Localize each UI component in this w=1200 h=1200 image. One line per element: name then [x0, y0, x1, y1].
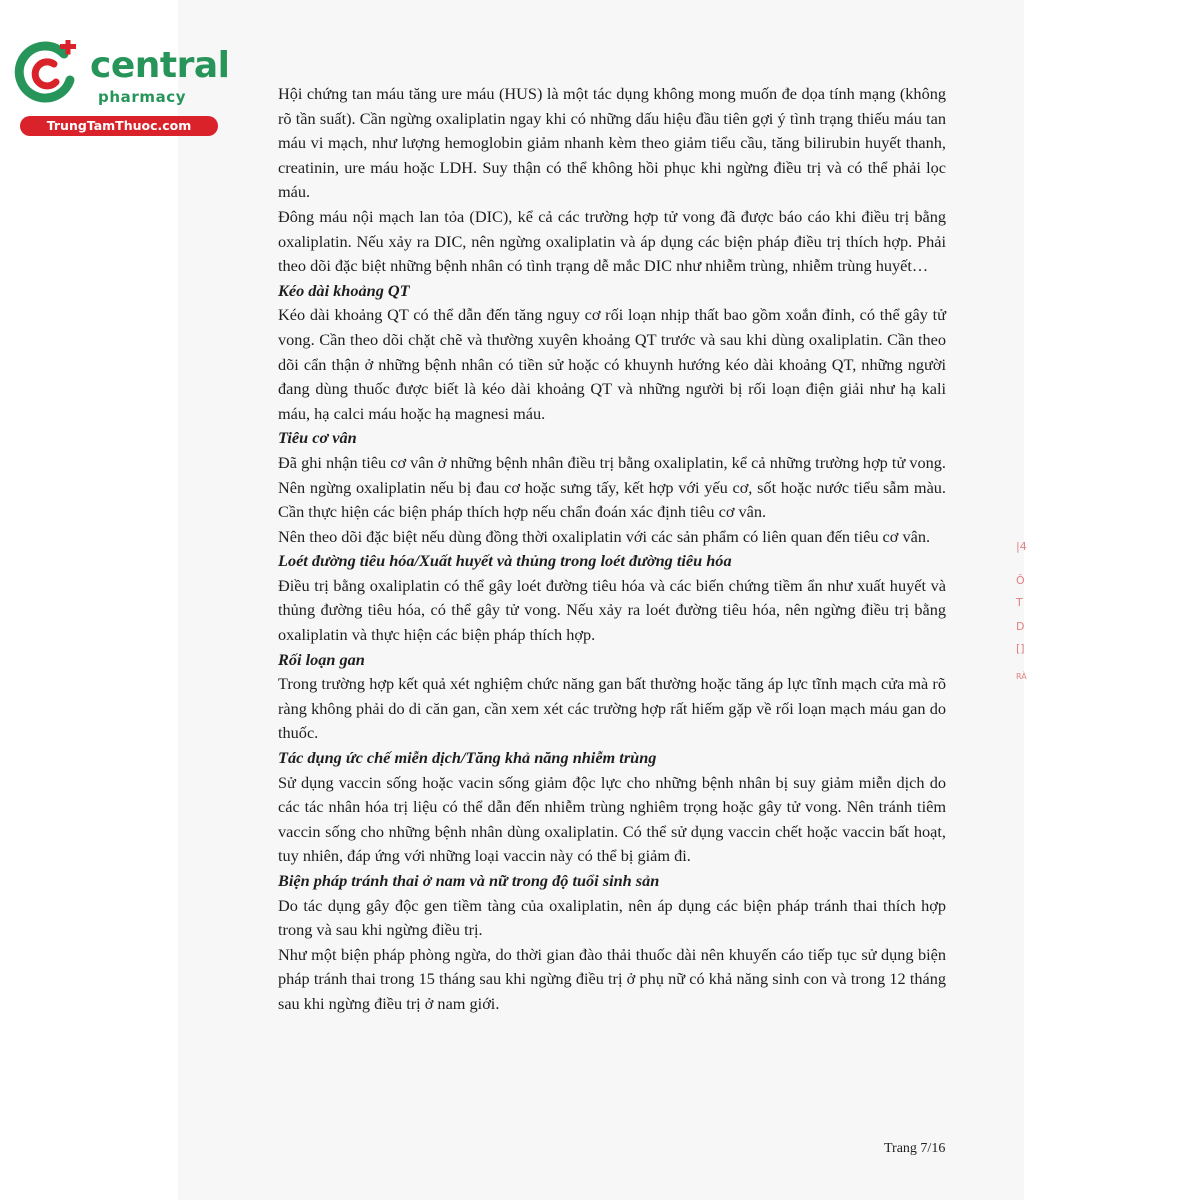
paragraph-dic: Đông máu nội mạch lan tỏa (DIC), kể cả các trường hợp tử vong đã được báo cáo khi điều trị bằng oxaliplatin. Nếu xảy ra DIC, nên ngừng oxaliplatin và áp dụng các biện pháp điều trị thích hợp. Phải theo dõi đặc biệt những bệnh nhân có tình trạng dễ mắc DIC như nhiễm trùng, nhiễm trùng huyết…: [278, 206, 946, 276]
heading-rhabdomyolysis: Tiêu cơ vân: [278, 428, 357, 448]
paragraph-immunosuppression: Sử dụng vaccin sống hoặc vacin sống giảm độc lực cho những bệnh nhân bị suy giảm miễn dịch do các tác nhân hóa trị liệu có thể dẫn đến nhiễm trùng nghiêm trọng hoặc gây tử vong. Nên tránh tiêm vaccin sống cho những bệnh nhân dùng oxaliplatin. Có thể sử dụng vaccin chết hoặc vaccin bất hoạt, tuy nhiên, đáp ứng với những loại vaccin này có thể bị giảm đi.: [278, 772, 946, 866]
paragraph-rhabdomyolysis-monitor: Nên theo dõi đặc biệt nếu dùng đồng thời oxaliplatin với các sản phẩm có liên quan đến tiêu cơ vân.: [278, 526, 931, 546]
pharmacy-cross-icon: [12, 40, 80, 108]
heading-immunosuppression: Tác dụng ức chế miễn dịch/Tăng khả năng nhiễm trùng: [278, 748, 657, 768]
paragraph-qt: Kéo dài khoảng QT có thể dẫn đến tăng nguy cơ rối loạn nhịp thất bao gồm xoắn đỉnh, có thể gây tử vong. Cần theo dõi chặt chẽ và thường xuyên khoảng QT trước và sau khi dùng oxaliplatin. Cần theo dõi cẩn thận ở những bệnh nhân có tiền sử hoặc có khuynh hướng kéo dài khoảng QT, những người đang dùng thuốc được biết là kéo dài khoảng QT và những người bị rối loạn điện giải như hạ kali máu, hạ calci máu hoặc hạ magnesi máu.: [278, 305, 946, 423]
paragraph-contraception-duration: Như một biện pháp phòng ngừa, do thời gian đào thải thuốc dài nên khuyến cáo tiếp tục sử dụng biện pháp tránh thai trong 15 tháng sau khi ngừng điều trị ở phụ nữ có khả năng sinh con và trong 12 tháng sau khi ngừng điều trị ở nam giới.: [278, 944, 946, 1013]
stamp-mark: |4: [1016, 540, 1027, 553]
logo-url-badge[interactable]: TrungTamThuoc.com: [20, 116, 218, 136]
paragraph-contraception: Do tác dụng gây độc gen tiềm tàng của oxaliplatin, nên áp dụng các biện pháp tránh thai thích hợp trong và sau khi ngừng điều trị.: [278, 895, 946, 940]
stamp-mark: RÀ: [1016, 672, 1027, 681]
stamp-mark: T: [1016, 596, 1023, 609]
paragraph-hus: Hội chứng tan máu tăng ure máu (HUS) là một tác dụng không mong muốn đe dọa tính mạng (không rõ tần suất). Cần ngừng oxaliplatin ngay khi có những dấu hiệu đầu tiên gợi ý tình trạng thiếu máu tan máu vi mạch, như lượng hemoglobin giảm nhanh kèm theo giảm tiểu cầu, tăng bilirubin huyết thanh, creatinin, ure máu hoặc LDH. Suy thận có thể không hồi phục khi ngừng điều trị và có thể phải lọc máu.: [278, 84, 946, 202]
stamp-mark: Ô: [1016, 574, 1025, 587]
heading-contraception: Biện pháp tránh thai ở nam và nữ trong độ tuổi sinh sản: [278, 871, 660, 890]
red-stamp-mark: [1008, 540, 1048, 710]
logo-brand-text: central: [90, 45, 230, 86]
paragraph-gi-ulcer: Điều trị bằng oxaliplatin có thể gây loét đường tiêu hóa và các biến chứng tiềm ẩn như xuất huyết và thủng đường tiêu hóa, có thể gây tử vong. Nếu xảy ra loét đường tiêu hóa, nên ngừng điều trị bằng oxaliplatin và thực hiện các biện pháp thích hợp.: [278, 575, 946, 645]
page-number: Trang 7/16: [884, 1141, 946, 1156]
paragraph-liver: Trong trường hợp kết quả xét nghiệm chức năng gan bất thường hoặc tăng áp lực tĩnh mạch cửa mà rõ ràng không phải do di căn gan, cần xem xét các trường hợp rất hiếm gặp về rối loạn mạch máu gan do thuốc.: [278, 674, 946, 743]
stamp-mark: []: [1016, 642, 1025, 655]
heading-qt: Kéo dài khoảng QT: [278, 280, 410, 300]
central-pharmacy-logo[interactable]: [8, 38, 230, 136]
heading-liver: Rối loạn gan: [278, 649, 365, 669]
heading-gi-ulcer: Loét đường tiêu hóa/Xuất huyết và thủng trong loét đường tiêu hóa: [278, 551, 732, 571]
document-body: [278, 82, 946, 1017]
logo-sub-text: pharmacy: [98, 88, 187, 106]
stamp-mark: D: [1016, 620, 1025, 633]
paragraph-rhabdomyolysis: Đã ghi nhận tiêu cơ vân ở những bệnh nhân điều trị bằng oxaliplatin, kể cả những trường hợp tử vong. Nên ngừng oxaliplatin nếu bị đau cơ hoặc sưng tấy, kết hợp với yếu cơ, sốt hoặc nước tiểu sẫm màu. Cần thực hiện các biện pháp thích hợp nếu chẩn đoán xác định tiêu cơ vân.: [278, 452, 946, 522]
